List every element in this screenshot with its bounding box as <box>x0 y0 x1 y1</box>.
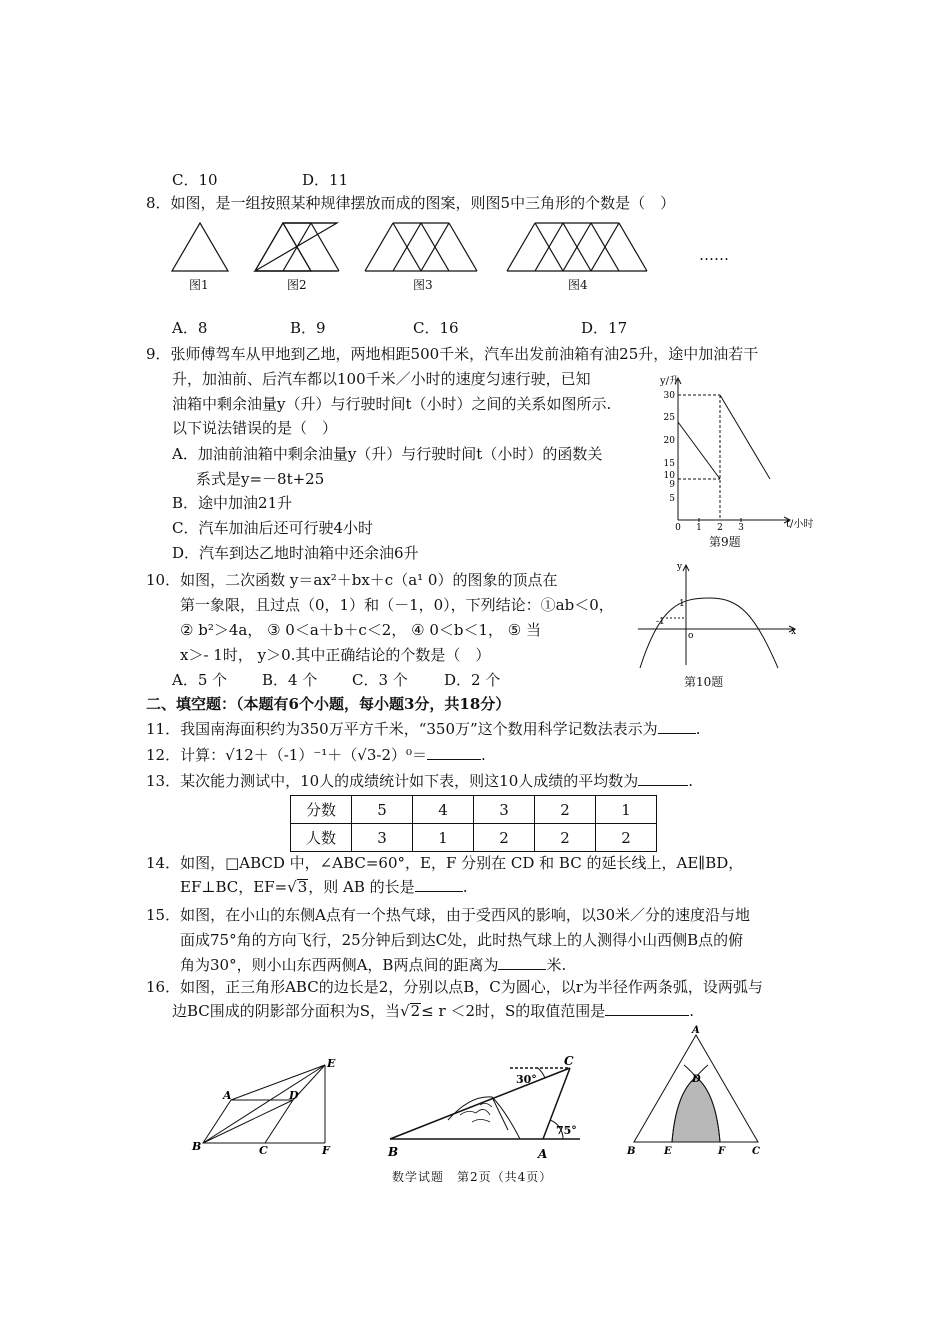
q12-prefix: 12．计算： <box>146 746 226 764</box>
q7-option-d: D．11 <box>302 171 349 189</box>
q15-line1: 15．如图，在小山的东侧A点有一个热气球，由于受西风的影响，以30米／分的速度沿与地 <box>146 906 751 924</box>
q9-option-d: D．汽车到达乙地时油箱中还余油6升 <box>172 544 419 562</box>
section2-heading: 二、填空题：（本题有6个小题，每小题3分，共18分） <box>146 695 511 713</box>
q14-line1: 14．如图，□ABCD 中，∠ABC=60°，E，F 分别在 CD 和 BC 的延长线上，AE∥BD， <box>146 854 744 872</box>
table-cell: 1 <box>596 796 657 824</box>
table-cell: 2 <box>535 824 596 852</box>
table-row <box>291 796 657 824</box>
q10-option-b: B．4 个 <box>262 671 318 689</box>
page-footer: 数学试题 第2页（共4页） <box>392 1170 553 1184</box>
q12-blank[interactable] <box>427 745 481 760</box>
q14-line2b: ，则 AB 的长是 <box>308 878 415 896</box>
q10-neg1: -1 <box>656 617 665 627</box>
q16-line2b: ≤ r ＜2时，S的取值范围是 <box>421 1002 606 1020</box>
q16-blank[interactable] <box>605 1001 689 1016</box>
q10-origin: o <box>688 631 694 641</box>
fig14-label-a: A <box>223 1089 232 1102</box>
fig14-label-f: F <box>322 1144 330 1157</box>
q9-option-a2: 系式是y=－8t+25 <box>196 470 325 488</box>
q10-line1: 10．如图，二次函数 y＝ax²＋bx＋c（a¹ 0）的图象的顶点在 <box>146 571 558 589</box>
q13-text <box>146 771 693 791</box>
q10-line2: 第一象限，且过点（0，1）和（－1，0），下列结论：①ab＜0， <box>180 596 614 614</box>
fig14-label-e: E <box>327 1057 336 1070</box>
fig15-angle-75: 75° <box>556 1124 577 1137</box>
fig14-label-c: C <box>259 1144 268 1157</box>
q15-line3-body: 角为30°，则小山东西两侧A，B两点间的距离为 <box>180 956 499 974</box>
q12-expr: √12＋（-1）⁻¹＋（√3-2）⁰＝ <box>225 746 428 764</box>
fig16-label-d: D <box>692 1074 701 1085</box>
q15-line3 <box>180 955 566 975</box>
q10-option-d: D．2 个 <box>444 671 501 689</box>
q10-line3: ② b²＞4a， ③ 0＜a＋b＋c＜2， ④ 0＜b＜1， ⑤ 当 <box>180 621 541 639</box>
table-cell: 5 <box>352 796 413 824</box>
q11-end: . <box>695 720 701 738</box>
q10-one: 1 <box>679 599 685 609</box>
q9-ylabel: y/升 <box>660 376 680 387</box>
q8-text: 8．如图，是一组按照某种规律摆放而成的图案，则图5中三角形的个数是（ ） <box>146 194 676 212</box>
q12-end: . <box>481 746 486 764</box>
q8-fig4-label: 图4 <box>568 278 588 292</box>
q9-xtick: 1 <box>696 523 702 533</box>
q14-root: 3 <box>297 878 308 896</box>
q9-ytick: 10 <box>663 471 675 481</box>
fig15-hill <box>380 1050 590 1165</box>
q13-end: . <box>688 772 694 790</box>
q8-fig2-label: 图2 <box>287 278 307 292</box>
q9-line1: 9．张师傅驾车从甲地到乙地，两地相距500千米，汽车出发前油箱有油25升，途中加油若干 <box>146 345 759 363</box>
table-cell: 1 <box>413 824 474 852</box>
q9-xtick: 0 <box>675 523 681 533</box>
q9-ytick: 5 <box>669 494 675 504</box>
q9-xlabel: t/小时 <box>786 519 814 530</box>
table-cell: 2 <box>535 796 596 824</box>
q8-figures <box>0 0 950 300</box>
q11-blank[interactable] <box>658 719 696 734</box>
table-cell: 3 <box>352 824 413 852</box>
fig14-parallelogram <box>185 1055 345 1165</box>
q10-xlabel: x <box>791 627 797 637</box>
q9-caption: 第9题 <box>709 535 741 549</box>
q9-line2: 升，加油前、后汽车都以100千米／小时的速度匀速行驶，已知 <box>172 370 591 388</box>
q8-option-b: B．9 <box>290 319 326 337</box>
fig16-triangle <box>620 1025 770 1165</box>
q10-option-a: A．5 个 <box>172 671 228 689</box>
fig15-label-b: B <box>388 1145 399 1159</box>
q8-option-d: D．17 <box>581 319 628 337</box>
q8-fig1 <box>172 223 228 271</box>
q9-ytick: 25 <box>663 413 675 423</box>
table-cell: 2 <box>596 824 657 852</box>
q11-body: 11．我国南海面积约为350万平方千米，“350万”这个数用科学记数法表示为 <box>146 720 658 738</box>
q11-text <box>146 719 700 739</box>
table-cell: 分数 <box>291 796 352 824</box>
q8-fig1-label: 图1 <box>189 278 209 292</box>
q16-root: 2 <box>410 1002 421 1020</box>
q15-line2: 面成75°角的方向飞行，25分钟后到达C处，此时热气球上的人测得小山西侧B点的俯 <box>180 931 744 949</box>
q9-line3: 油箱中剩余油量y（升）与行驶时间t（小时）之间的关系如图所示. <box>172 395 612 413</box>
table-row <box>291 824 657 852</box>
fig16-label-b: B <box>627 1146 636 1157</box>
q8-option-a: A．8 <box>172 319 208 337</box>
q14-blank[interactable] <box>415 877 463 892</box>
q9-option-b: B．途中加油21升 <box>172 494 293 512</box>
q13-score-table <box>290 795 657 852</box>
fig14-label-b: B <box>192 1140 202 1153</box>
q14-end: . <box>462 878 468 896</box>
q10-ylabel: y <box>677 562 683 572</box>
q8-option-c: C．16 <box>413 319 459 337</box>
fig14-label-d: D <box>289 1089 299 1102</box>
q10-caption: 第10题 <box>684 675 724 689</box>
q13-body: 13．某次能力测试中，10人的成绩统计如下表，则这10人成绩的平均数为 <box>146 772 639 790</box>
q9-ytick: 20 <box>663 436 675 446</box>
q10-option-c: C．3 个 <box>352 671 408 689</box>
q8-fig3 <box>365 223 477 271</box>
q16-line2a: 边BC围成的阴影部分面积为S，当 <box>172 1002 401 1020</box>
q8-ellipsis: …… <box>699 246 729 264</box>
table-cell: 4 <box>413 796 474 824</box>
q9-option-c: C．汽车加油后还可行驶4小时 <box>172 519 374 537</box>
q9-ytick: 9 <box>669 480 675 490</box>
q15-end: 米. <box>546 956 567 974</box>
q9-ytick: 15 <box>663 459 675 469</box>
q9-line4: 以下说法错误的是（ ） <box>172 419 338 437</box>
q13-blank[interactable] <box>638 771 688 786</box>
q12-text <box>146 745 486 765</box>
q14-line2: EF⊥BC，EF=√3，则 AB 的长是 . <box>180 878 468 896</box>
fig15-angle-30: 30° <box>516 1073 537 1086</box>
q16-line1: 16．如图，正三角形ABC的边长是2，分别以点B，C为圆心，以r为半径作两条弧，设两弧与 <box>146 978 763 996</box>
q9-option-a1: A．加油前油箱中剩余油量y（升）与行驶时间t（小时）的函数关 <box>172 445 603 463</box>
q7-option-c: C．10 <box>172 171 218 189</box>
q8-fig4 <box>507 223 647 271</box>
q16-end: . <box>689 1002 695 1020</box>
fig16-label-c: C <box>752 1146 760 1157</box>
q15-blank[interactable] <box>498 955 546 970</box>
q16-line2: 边BC围成的阴影部分面积为S，当√2≤ r ＜2时，S的取值范围是 . <box>172 1002 695 1020</box>
q9-xtick: 3 <box>738 523 744 533</box>
q10-graph <box>630 560 810 670</box>
fig15-label-c: C <box>564 1054 574 1068</box>
table-cell: 人数 <box>291 824 352 852</box>
q9-graph <box>650 370 820 533</box>
table-cell: 3 <box>474 796 535 824</box>
q8-fig3-label: 图3 <box>413 278 433 292</box>
fig15-label-a: A <box>538 1147 548 1161</box>
q10-line4: x＞- 1时， y＞0.其中正确结论的个数是（ ） <box>180 646 491 664</box>
fig16-label-e: E <box>664 1146 672 1157</box>
fig16-label-a: A <box>692 1025 700 1036</box>
q9-xtick: 2 <box>717 523 723 533</box>
fig16-label-f: F <box>718 1146 726 1157</box>
table-cell: 2 <box>474 824 535 852</box>
q9-ytick: 30 <box>663 391 675 401</box>
q14-line2a: EF⊥BC，EF= <box>180 878 288 896</box>
